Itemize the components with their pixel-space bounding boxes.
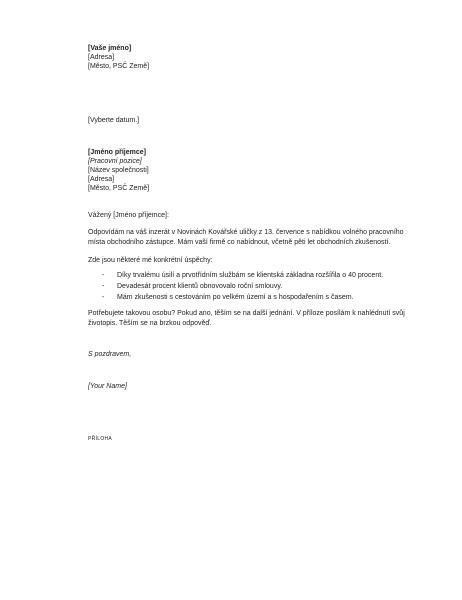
recipient-position[interactable]: [Pracovní pozice] <box>88 158 142 165</box>
signature-name[interactable]: [Your Name] <box>88 383 127 390</box>
paragraph-intro <box>88 228 404 248</box>
sender-address[interactable]: [Adresa] <box>88 54 115 61</box>
recipient-name[interactable]: [Jméno příjemce] <box>88 149 146 156</box>
salutation[interactable]: Vážený [Jméno příjemce]: <box>88 212 169 219</box>
list-item[interactable]: - Mám zkušenosti s cestováním po velkém území a s hospodařením s časem. <box>88 292 388 303</box>
list-item[interactable]: - Díky trvalému úsilí a prvotřídním službám se klientská základna rozšířila o 40 procent. <box>88 270 388 281</box>
list-item[interactable]: - Devadesát procent klientů obnovovalo roční smlouvy. <box>88 281 388 292</box>
paragraph-closing <box>88 309 405 329</box>
paragraph-intro-line-1[interactable]: Odpovídám na váš inzerát v Novinách Kovářské uličky z 13. července s nabídkou volného pracovního <box>88 229 404 236</box>
recipient-address[interactable]: [Adresa] <box>88 176 115 183</box>
recipient-block <box>88 148 388 193</box>
paragraph-closing-line-2[interactable]: životopis. Těším se na brzkou odpověď. <box>88 320 212 327</box>
closing[interactable]: S pozdravem, <box>88 351 132 358</box>
recipient-city[interactable]: [Město, PSČ Země] <box>88 185 150 192</box>
date-field[interactable]: [Vyberte datum.] <box>88 117 140 124</box>
paragraph-closing-line-1[interactable]: Potřebujete takovou osobu? Pokud ano, těším se na další jednání. V příloze posílám k nahlédnutí svůj <box>88 310 405 317</box>
sender-city[interactable]: [Město, PSČ Země] <box>88 63 150 70</box>
achievements-list <box>88 270 388 303</box>
recipient-company[interactable]: [Název společnosti] <box>88 167 149 174</box>
sender-name[interactable]: [Vaše jméno] <box>88 45 132 52</box>
sender-block <box>88 44 388 71</box>
enclosure-label[interactable]: PŘÍLOHA <box>88 436 113 442</box>
paragraph-intro-line-2[interactable]: místa obchodního zástupce. Mám vaší firmě co nabídnout, včetně pěti let obchodních zkušeností. <box>88 239 391 246</box>
date-block <box>88 116 388 125</box>
achievements-intro[interactable]: Zde jsou některé mé konkrétní úspěchy: <box>88 257 213 264</box>
